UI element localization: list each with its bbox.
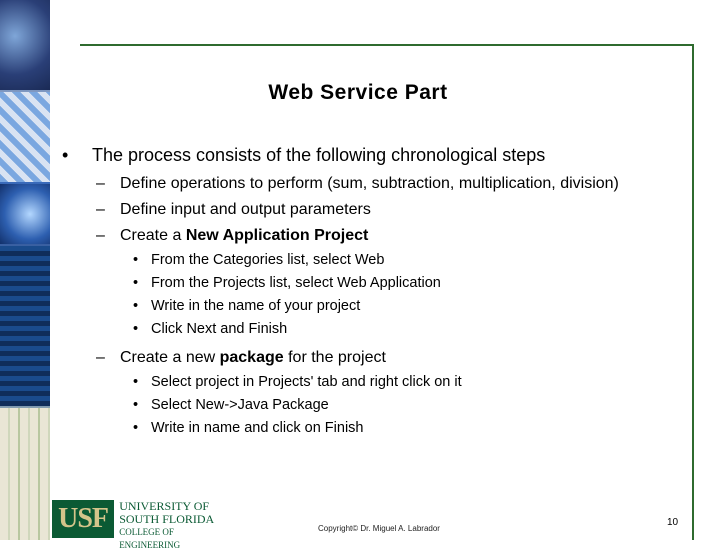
frame-right-line [692, 44, 694, 540]
usf-wordmark: UNIVERSITY OF SOUTH FLORIDA COLLEGE OF ENGINEERING [119, 499, 215, 550]
slide-title: Web Service Part [268, 81, 448, 104]
substep-item: • From the Categories list, select Web [133, 252, 385, 268]
copyright-text: Copyright© Dr. Miguel A. Labrador [318, 524, 440, 533]
slide-body [58, 143, 683, 440]
substep-item: • Write in the name of your project [133, 298, 361, 314]
step-item: – Define operations to perform (sum, subtraction, multiplication, division) [96, 175, 619, 192]
usf-mark: USF [52, 500, 114, 538]
usf-logo [52, 499, 224, 550]
step-item: – Create a New Application Project [96, 227, 369, 244]
main-bullet: • The process consists of the following chronological steps [62, 145, 546, 165]
substep-item: • From the Projects list, select Web Application [133, 275, 441, 291]
earth-image [0, 0, 50, 90]
substep-item: • Select project in Projects' tab and right click on it [133, 374, 462, 390]
satellite-image [0, 92, 50, 182]
page-number: 10 [667, 517, 679, 528]
substep-item: • Select New->Java Package [133, 397, 329, 413]
step-item: – Define input and output parameters [96, 201, 371, 218]
map-image [0, 408, 50, 540]
space-image [0, 184, 50, 244]
substep-item: • Write in name and click on Finish [133, 420, 364, 436]
frame-top-line [80, 44, 694, 46]
substep-item: • Click Next and Finish [133, 321, 288, 337]
step-item: – Create a new package for the project [96, 349, 386, 366]
circuit-image [0, 246, 50, 406]
